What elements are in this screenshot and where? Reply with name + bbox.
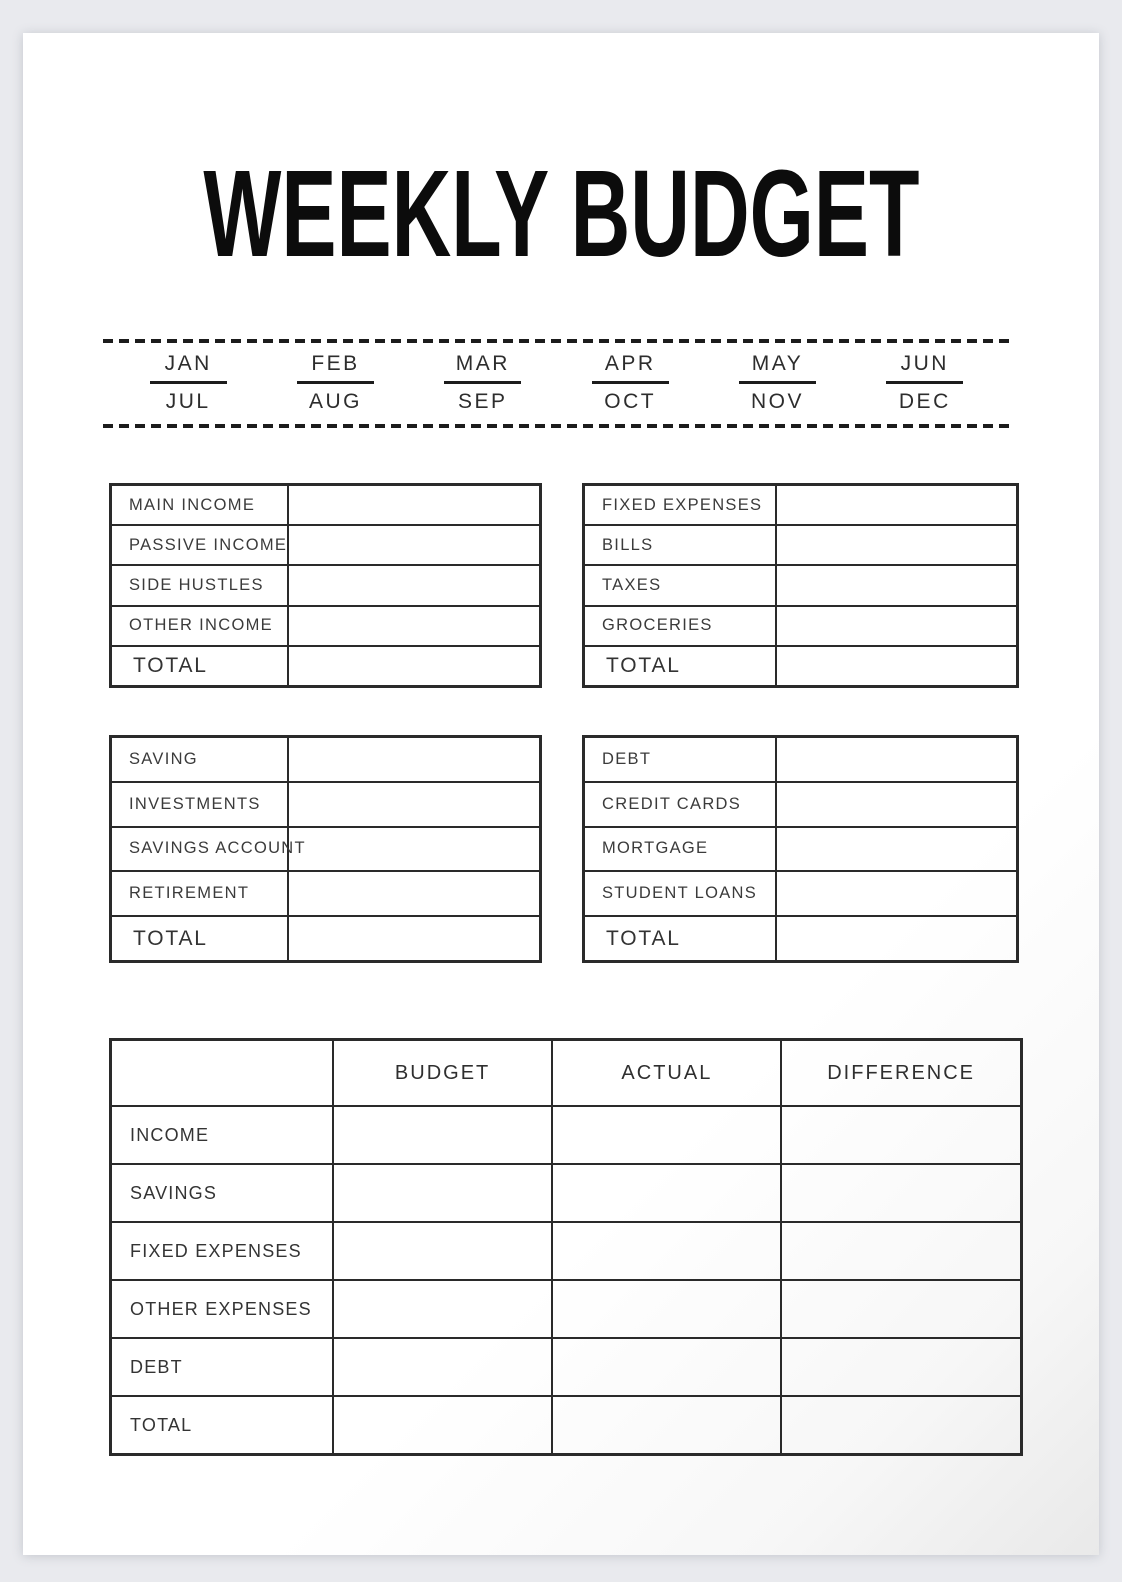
amount-cell[interactable] [777, 828, 1016, 871]
savings-table [109, 735, 542, 963]
row-label: SAVINGS [130, 1182, 218, 1203]
amount-cell[interactable] [289, 647, 539, 685]
table-row [112, 524, 539, 564]
row-label: SAVING [112, 738, 289, 781]
row-label: TAXES [585, 566, 777, 604]
month-column-3 [409, 352, 556, 414]
month-label-jul[interactable]: JUL [165, 390, 211, 414]
total-label: TOTAL [585, 647, 777, 685]
row-label: MORTGAGE [585, 828, 777, 871]
amount-cell[interactable] [551, 1107, 780, 1163]
amount-cell[interactable] [289, 828, 539, 871]
row-label: PASSIVE INCOME [112, 526, 289, 564]
table-row [112, 738, 539, 781]
table-row-total [112, 645, 539, 685]
table-row [112, 564, 539, 604]
empty-header-cell [112, 1041, 332, 1105]
row-label: RETIREMENT [112, 872, 289, 915]
month-label-jan[interactable]: JAN [164, 352, 212, 375]
month-underline [297, 381, 374, 384]
column-header-actual: ACTUAL [551, 1041, 780, 1105]
table-row [112, 486, 539, 524]
amount-cell[interactable] [332, 1223, 552, 1279]
budget-page [23, 33, 1099, 1555]
table-row [585, 826, 1016, 871]
months-grid [115, 343, 999, 424]
amount-cell[interactable] [332, 1165, 552, 1221]
amount-cell[interactable] [289, 566, 539, 604]
amount-cell[interactable] [777, 783, 1016, 826]
summary-row-total [112, 1395, 1020, 1453]
month-label-dec[interactable]: DEC [898, 390, 951, 414]
month-column-6 [851, 352, 998, 414]
summary-row-debt [112, 1337, 1020, 1395]
amount-cell[interactable] [777, 872, 1016, 915]
month-label-feb[interactable]: FEB [311, 352, 360, 375]
amount-cell[interactable] [780, 1223, 1020, 1279]
month-label-aug[interactable]: AUG [308, 390, 362, 414]
month-label-apr[interactable]: APR [604, 352, 656, 375]
amount-cell[interactable] [289, 738, 539, 781]
month-label-mar[interactable]: MAR [455, 352, 510, 375]
month-label-may[interactable]: MAY [751, 352, 804, 375]
row-label: OTHER EXPENSES [130, 1298, 312, 1319]
table-row [585, 781, 1016, 826]
table-row [585, 738, 1016, 781]
amount-cell[interactable] [551, 1339, 780, 1395]
total-label: TOTAL [112, 917, 289, 960]
dashed-divider-bottom [103, 424, 1010, 428]
amount-cell[interactable] [289, 607, 539, 645]
row-label: DEBT [130, 1356, 183, 1377]
row-label: FIXED EXPENSES [585, 486, 777, 524]
income-table [109, 483, 542, 688]
row-label: FIXED EXPENSES [130, 1240, 302, 1261]
row-label: INVESTMENTS [112, 783, 289, 826]
summary-row-fixed-expenses [112, 1221, 1020, 1279]
row-label: INCOME [130, 1124, 210, 1145]
row-label: SIDE HUSTLES [112, 566, 289, 604]
table-row [585, 524, 1016, 564]
month-label-oct[interactable]: OCT [604, 390, 657, 414]
amount-cell[interactable] [289, 917, 539, 960]
row-label: GROCERIES [585, 607, 777, 645]
row-label: SAVINGS ACCOUNT [112, 828, 289, 871]
month-label-sep[interactable]: SEP [458, 390, 508, 414]
month-label-jun[interactable]: JUN [900, 352, 949, 375]
table-row [585, 564, 1016, 604]
month-column-4 [556, 352, 703, 414]
amount-cell[interactable] [777, 647, 1016, 685]
summary-row-income [112, 1105, 1020, 1163]
table-row [585, 870, 1016, 915]
table-row [112, 826, 539, 871]
summary-row-savings [112, 1163, 1020, 1221]
category-tables [109, 483, 1019, 963]
amount-cell[interactable] [332, 1107, 552, 1163]
amount-cell[interactable] [780, 1281, 1020, 1337]
summary-row-other-expenses [112, 1279, 1020, 1337]
amount-cell[interactable] [777, 566, 1016, 604]
amount-cell[interactable] [289, 783, 539, 826]
amount-cell[interactable] [332, 1339, 552, 1395]
month-underline [444, 381, 521, 384]
amount-cell[interactable] [780, 1165, 1020, 1221]
amount-cell[interactable] [777, 738, 1016, 781]
total-label: TOTAL [112, 647, 289, 685]
month-underline [739, 381, 816, 384]
month-underline [886, 381, 963, 384]
debt-table [582, 735, 1019, 963]
table-row-total [112, 915, 539, 960]
summary-header-row [112, 1041, 1020, 1105]
month-label-nov[interactable]: NOV [750, 390, 804, 414]
month-underline [592, 381, 669, 384]
table-row [112, 605, 539, 645]
row-label: BILLS [585, 526, 777, 564]
amount-cell[interactable] [780, 1397, 1020, 1453]
row-label: STUDENT LOANS [585, 872, 777, 915]
total-label: TOTAL [130, 1414, 193, 1435]
amount-cell[interactable] [551, 1281, 780, 1337]
amount-cell[interactable] [551, 1397, 780, 1453]
total-label: TOTAL [585, 917, 777, 960]
column-header-difference: DIFFERENCE [780, 1041, 1020, 1105]
row-label: DEBT [585, 738, 777, 781]
month-selector [103, 339, 1010, 428]
fixed-expenses-table [582, 483, 1019, 688]
table-row [585, 486, 1016, 524]
amount-cell[interactable] [332, 1397, 552, 1453]
month-column-2 [262, 352, 409, 414]
amount-cell[interactable] [777, 526, 1016, 564]
amount-cell[interactable] [289, 526, 539, 564]
amount-cell[interactable] [289, 486, 539, 524]
amount-cell[interactable] [780, 1107, 1020, 1163]
amount-cell[interactable] [332, 1281, 552, 1337]
column-header-budget: BUDGET [332, 1041, 552, 1105]
amount-cell[interactable] [551, 1165, 780, 1221]
table-row-total [585, 915, 1016, 960]
row-label: OTHER INCOME [112, 607, 289, 645]
page-title-text: WEEKLY BUDGET [203, 144, 919, 284]
month-column-1 [115, 352, 262, 414]
row-label: CREDIT CARDS [585, 783, 777, 826]
amount-cell[interactable] [551, 1223, 780, 1279]
table-row [112, 870, 539, 915]
month-column-5 [704, 352, 851, 414]
amount-cell[interactable] [780, 1339, 1020, 1395]
row-label: MAIN INCOME [112, 486, 289, 524]
month-underline [150, 381, 227, 384]
table-row-total [585, 645, 1016, 685]
table-row [585, 605, 1016, 645]
page-title [23, 144, 1099, 284]
amount-cell[interactable] [777, 607, 1016, 645]
summary-table [109, 1038, 1023, 1456]
amount-cell[interactable] [777, 917, 1016, 960]
amount-cell[interactable] [289, 872, 539, 915]
amount-cell[interactable] [777, 486, 1016, 524]
table-row [112, 781, 539, 826]
